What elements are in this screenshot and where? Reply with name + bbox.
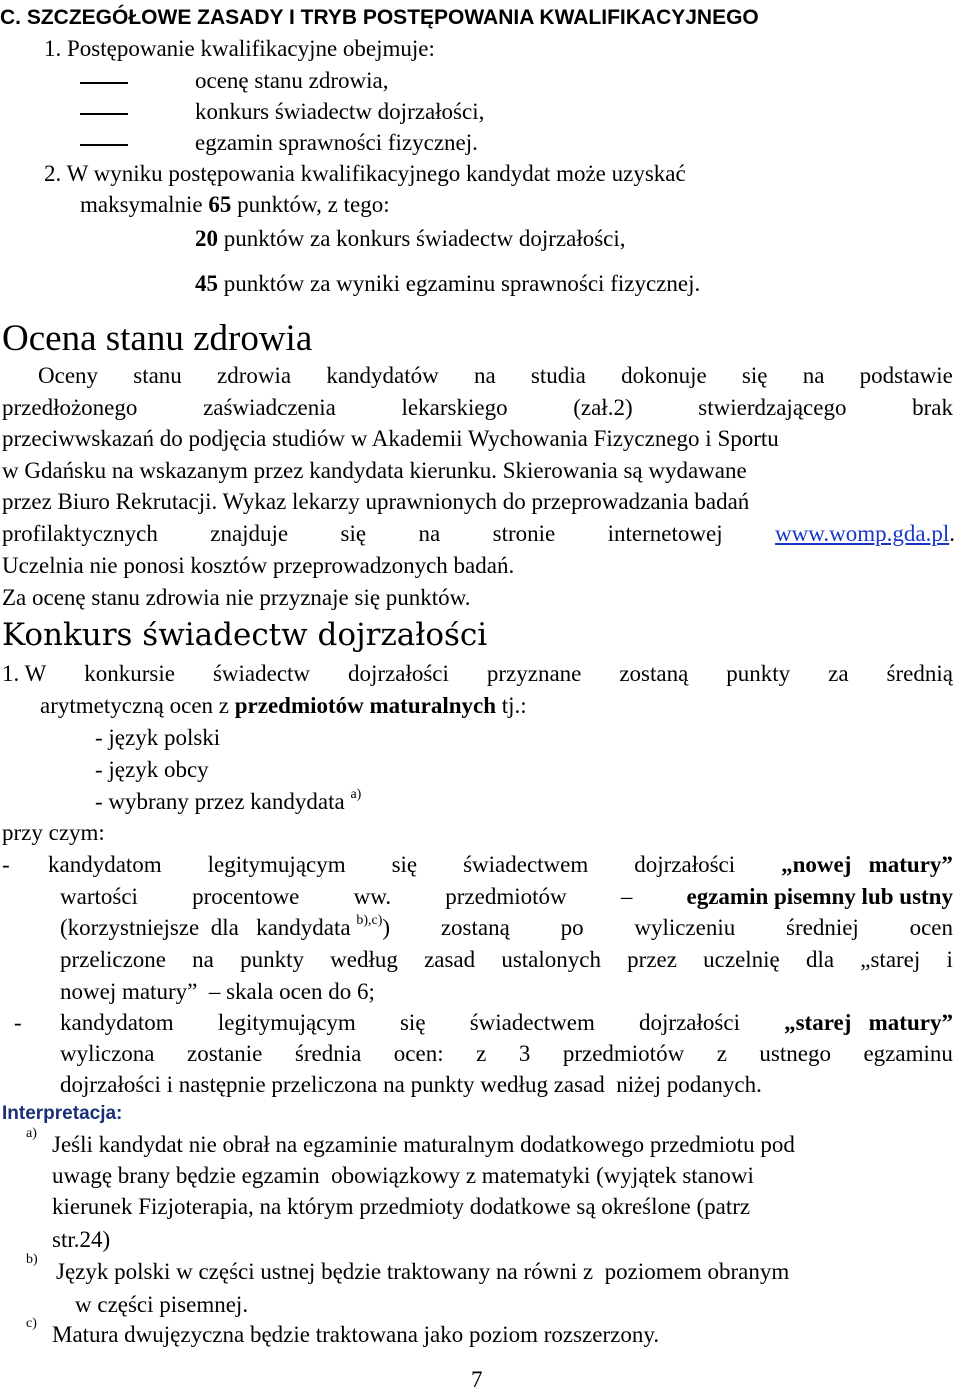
przy-czym: przy czym: bbox=[2, 820, 105, 845]
footnote-ref: a) bbox=[350, 787, 362, 802]
new-matura-line-4: przeliczone na punkty według zasad ustalonych przez uczelnię dla „starej i bbox=[60, 947, 953, 972]
dash-marker bbox=[80, 144, 128, 146]
dash-marker bbox=[80, 82, 128, 84]
note-a-line: uwagę brany będzie egzamin obowiązkowy z matematyki (wyjątek stanowi bbox=[52, 1163, 754, 1188]
health-line-2: przedłożonego zaświadczenia lekarskiego (zał.2) stwierdzającego brak bbox=[2, 395, 953, 420]
konkurs-heading: Konkurs świadectw dojrzałości bbox=[2, 617, 488, 653]
old-matura-line-3: dojrzałości i następnie przeliczona na punkty według zasad niżej podanych. bbox=[60, 1072, 762, 1097]
points-45: 45 punktów za wyniki egzaminu sprawności fizycznej. bbox=[195, 271, 701, 296]
points-max: maksymalnie 65 punktów, z tego: bbox=[80, 192, 390, 217]
interpretation-heading: Interpretacja: bbox=[2, 1103, 123, 1124]
womp-link[interactable]: www.womp.gda.pl bbox=[775, 521, 950, 546]
points-intro: 2. W wyniku postępowania kwalifikacyjnego kandydat może uzyskać bbox=[44, 161, 686, 186]
footnote-mark-b: b) bbox=[26, 1252, 38, 1267]
note-b-line: Język polski w części ustnej będzie traktowany na równi z poziomem obranym bbox=[56, 1259, 790, 1284]
health-line-7: Uczelnia nie ponosi kosztów przeprowadzonych badań. bbox=[2, 553, 515, 578]
list-item-label: egzamin sprawności fizycznej. bbox=[195, 130, 478, 155]
list-item bbox=[80, 69, 128, 92]
page-number: 7 bbox=[471, 1367, 483, 1392]
subject-polish: - język polski bbox=[95, 725, 221, 750]
note-a-line: kierunek Fizjoterapia, na którym przedmioty dodatkowe są określone (patrz bbox=[52, 1194, 751, 1219]
bullet-dash: - bbox=[14, 1010, 22, 1035]
footnote-mark-a: a) bbox=[26, 1126, 37, 1141]
note-a-line: str.24) bbox=[52, 1227, 111, 1252]
section-title: C. SZCZEGÓŁOWE ZASADY I TRYB POSTĘPOWANIA KWALIFIKACYJNEGO bbox=[0, 6, 759, 29]
footnote-mark-c: c) bbox=[26, 1316, 37, 1331]
points-20: 20 punktów za konkurs świadectw dojrzałości, bbox=[195, 226, 626, 251]
note-a-line: Jeśli kandydat nie obrał na egzaminie maturalnym dodatkowego przedmiotu pod bbox=[52, 1132, 795, 1157]
health-heading: Ocena stanu zdrowia bbox=[2, 318, 313, 359]
new-matura-line-5: nowej matury” – skala ocen do 6; bbox=[60, 979, 375, 1004]
subject-chosen: - wybrany przez kandydata $^{a)}$ bbox=[95, 787, 362, 814]
subject-foreign: - język obcy bbox=[95, 757, 209, 782]
new-matura-line-2: wartości procentowe ww. przedmiotów – egzamin pisemny lub ustny bbox=[60, 884, 953, 909]
list-item bbox=[80, 131, 128, 154]
health-line-3: przeciwwskazań do podjęcia studiów w Akademii Wychowania Fizycznego i Sportu bbox=[2, 426, 779, 451]
dash-marker bbox=[80, 113, 128, 115]
list-item-label: konkurs świadectw dojrzałości, bbox=[195, 99, 485, 124]
list-item-label: ocenę stanu zdrowia, bbox=[195, 68, 389, 93]
health-line-1: Oceny stanu zdrowia kandydatów na studia dokonuje się na podstawie bbox=[38, 363, 953, 388]
note-c-line: Matura dwujęzyczna będzie traktowana jako poziom rozszerzony. bbox=[52, 1322, 660, 1347]
qualification-intro: 1. Postępowanie kwalifikacyjne obejmuje: bbox=[44, 36, 435, 61]
konkurs-line-1: 1. W konkursie świadectw dojrzałości przyznane zostaną punkty za średnią bbox=[2, 661, 953, 686]
note-b-line: w części pisemnej. bbox=[75, 1292, 249, 1317]
bullet-dash: - bbox=[2, 852, 10, 877]
health-line-8: Za ocenę stanu zdrowia nie przyznaje się punktów. bbox=[2, 585, 471, 610]
health-line-5: przez Biuro Rekrutacji. Wykaz lekarzy uprawnionych do przeprowadzania badań bbox=[2, 489, 750, 514]
list-item bbox=[80, 100, 128, 123]
konkurs-line-2: arytmetyczną ocen z przedmiotów maturalnych tj.: bbox=[40, 693, 527, 718]
old-matura-line-1: kandydatom legitymującym się świadectwem dojrzałości „starej matury” bbox=[60, 1010, 953, 1035]
new-matura-line-1: kandydatom legitymującym się świadectwem dojrzałości „nowej matury” bbox=[48, 852, 953, 877]
health-line-4: w Gdańsku na wskazanym przez kandydata kierunku. Skierowania są wydawane bbox=[2, 458, 747, 483]
old-matura-line-2: wyliczona zostanie średnia ocen: z 3 przedmiotów z ustnego egzaminu bbox=[60, 1041, 953, 1066]
new-matura-line-3: (korzystniejsze dla kandydata $^{b),c)}$) zostaną po wyliczeniu średniej ocen bbox=[60, 913, 953, 940]
health-line-6: profilaktycznych znajduje się na stronie internetowej www.womp.gda.pl. bbox=[2, 521, 955, 546]
